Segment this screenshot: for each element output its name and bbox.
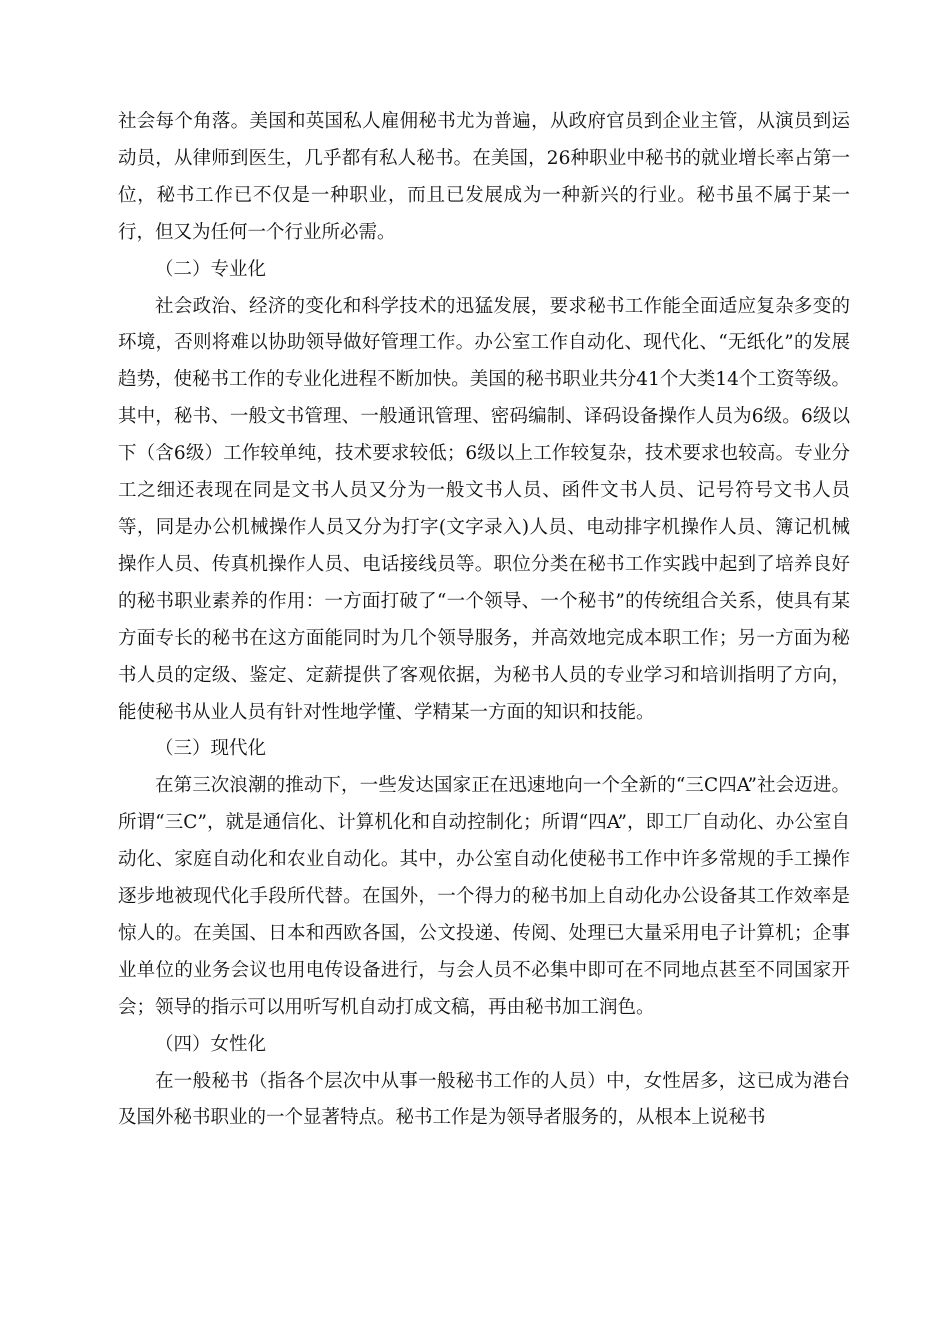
section-heading-specialization: （二）专业化 <box>155 258 267 280</box>
paragraph-continued: 社会每个角落。美国和英国私人雇佣秘书尤为普遍，从政府官员到企业主管，从演员到运动员，从律师到医生，几乎都有私人秘书。在美国，26种职业中秘书的就业增长率占第一位，秘书工作已不仅是一种职业，而且已发展成为一种新兴的行业。秘书虽不属于某一行，但又为任何一个行业所必需。 <box>118 111 850 243</box>
paragraph-modernization: 在第三次浪潮的推动下，一些发达国家正在迅速地向一个全新的“三C四A”社会迈进。所谓“三C”，就是通信化、计算机化和自动控制化；所谓“四A”，即工厂自动化、办公室自动化、家庭自动化和农业自动化。其中，办公室自动化使秘书工作中许多常规的手工操作逐步地被现代化手段所代替。在国外，一个得力的秘书加上自动化办公设备其工作效率是惊人的。在美国、日本和西欧各国，公文投递、传阅、处理已大量采用电子计算机；企事业单位的业务会议也用电传设备进行，与会人员不必集中即可在不同地点甚至不同国家开会；领导的指示可以用听写机自动打成文稿，再由秘书加工润色。 <box>118 775 850 1018</box>
paragraph-specialization: 社会政治、经济的变化和科学技术的迅猛发展，要求秘书工作能全面适应复杂多变的环境，否则将难以协助领导做好管理工作。办公室工作自动化、现代化、“无纸化”的发展趋势，使秘书工作的专业化进程不断加快。美国的秘书职业共分41个大类14个工资等级。其中，秘书、一般文书管理、一般通讯管理、密码编制、译码设备操作人员为6级。6级以下（含6级）工作较单纯，技术要求较低；6级以上工作较复杂，技术要求也较高。专业分工之细还表现在同是文书人员又分为一般文书人员、函件文书人员、记号符号文书人员等，同是办公机械操作人员又分为打字(文字录入)人员、电动排字机操作人员、簿记机械操作人员、传真机操作人员、电话接线员等。职位分类在秘书工作实践中起到了培养良好的秘书职业素养的作用：一方面打破了“一个领导、一个秘书”的传统组合关系，使具有某方面专长的秘书在这方面能同时为几个领导服务，并高效地完成本职工作；另一方面为秘书人员的定级、鉴定、定薪提供了客观依据，为秘书人员的专业学习和培训指明了方向，能使秘书从业人员有针对性地学懂、学精某一方面的知识和技能。 <box>118 295 850 723</box>
section-heading-feminization: （四）女性化 <box>155 1033 267 1055</box>
section-heading-modernization: （三）现代化 <box>155 738 267 760</box>
paragraph-feminization: 在一般秘书（指各个层次中从事一般秘书工作的人员）中，女性居多，这已成为港台及国外秘书职业的一个显著特点。秘书工作是为领导者服务的，从根本上说秘书 <box>118 1070 850 1129</box>
document-body <box>118 104 850 1137</box>
